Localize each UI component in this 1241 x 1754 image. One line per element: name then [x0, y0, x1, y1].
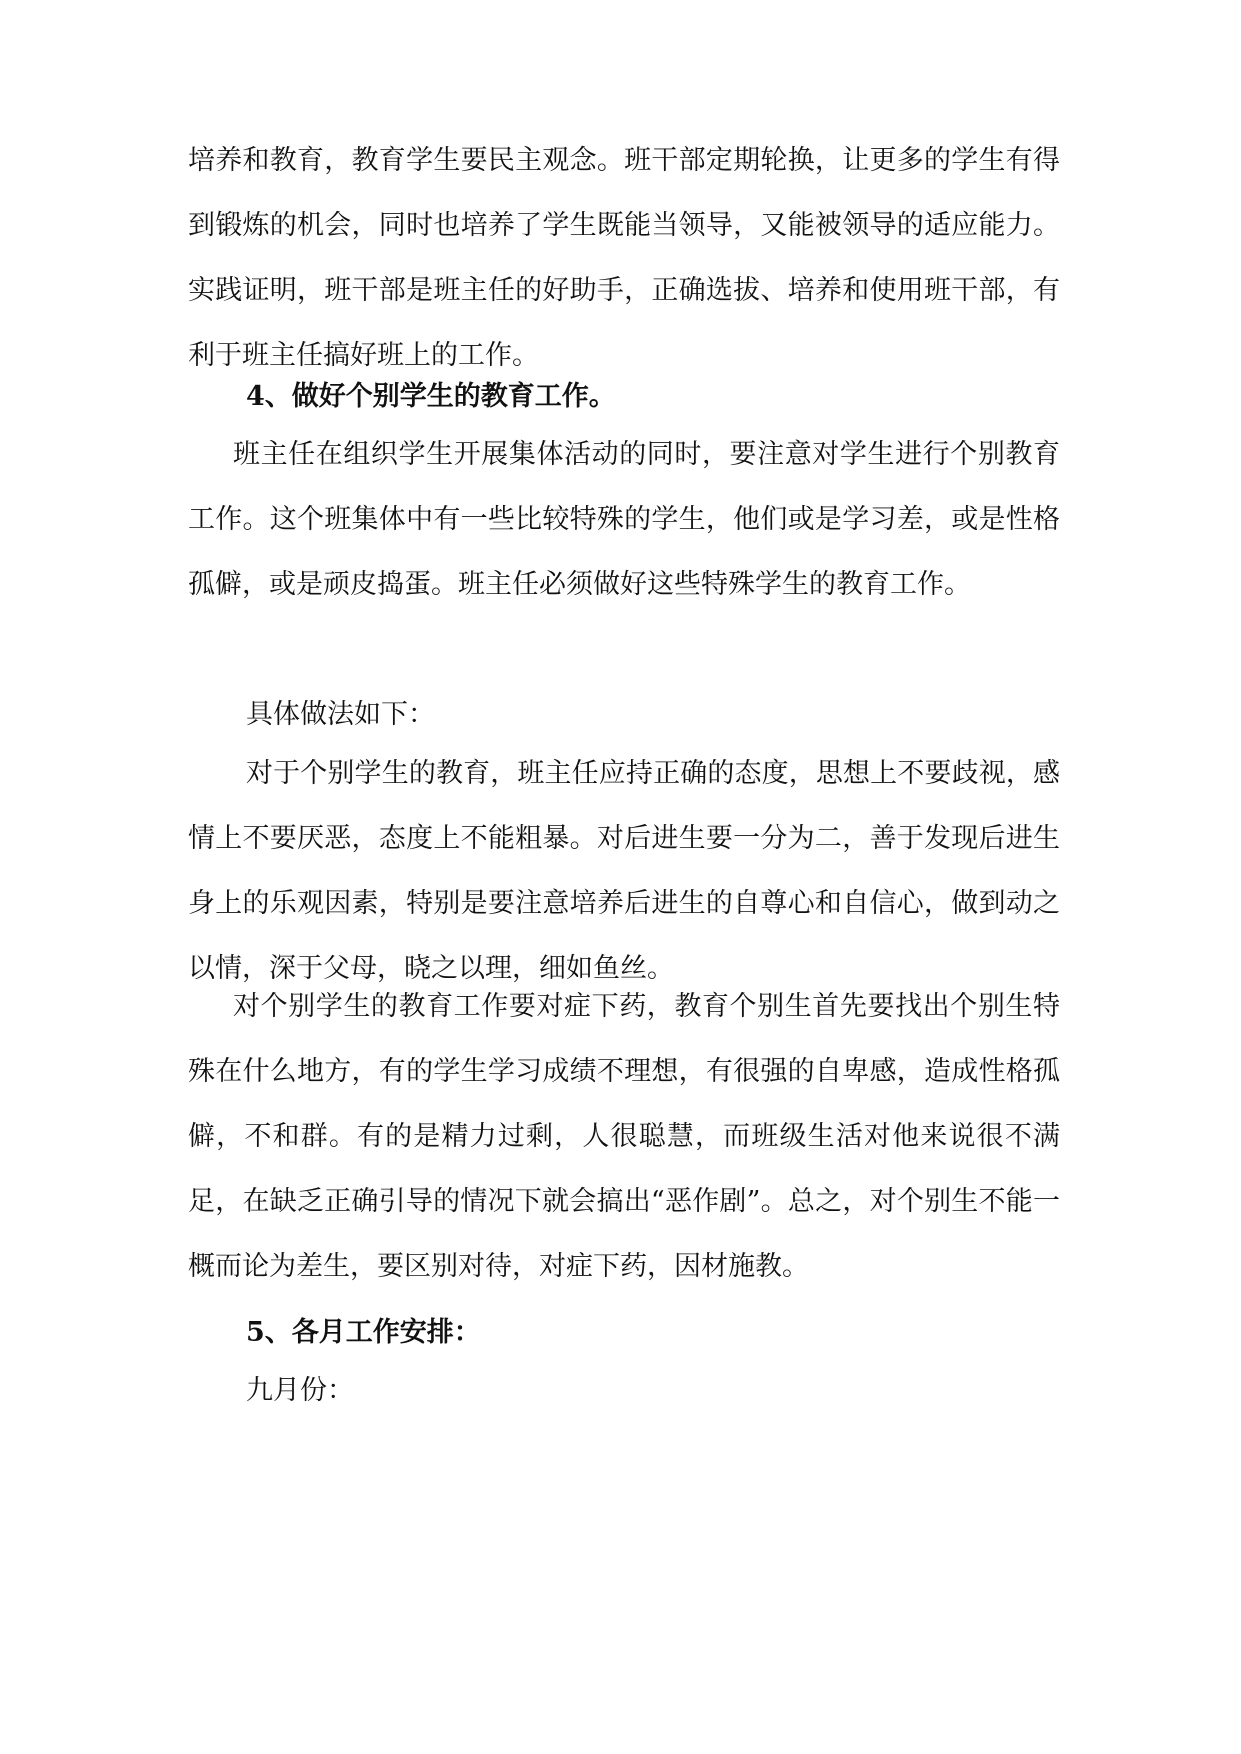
- paragraph-attitude: 对于个别学生的教育，班主任应持正确的态度，思想上不要歧视，感情上不要厌恶，态度上不能粗暴。对后进生要一分为二，善于发现后进生身上的乐观因素，特别是要注意培养后进生的自尊心和自信心，做到动之以情，深于父母，晓之以理，细如鱼丝。: [188, 758, 1060, 984]
- paragraph-targeted-education: 对个别学生的教育工作要对症下药，教育个别生首先要找出个别生特殊在什么地方，有的学生学习成绩不理想，有很强的自卑感，造成性格孤僻，不和群。有的是精力过剩，人很聪慧，而班级生活对他来说很不满足，在缺乏正确引导的情况下就会搞出“恶作剧”。总之，对个别生不能一概而论为差生，要区别对待，对症下药，因材施教。: [188, 991, 1060, 1282]
- heading-monthly-plan: 5、各月工作安排：: [246, 1317, 481, 1348]
- paragraph-september: 九月份：: [246, 1375, 354, 1406]
- paragraph-methods-intro: 具体做法如下：: [246, 699, 435, 730]
- heading-individual-education: 4、做好个别学生的教育工作。: [246, 381, 616, 412]
- paragraph-class-cadre: 培养和教育，教育学生要民主观念。班干部定期轮换，让更多的学生有得到锻炼的机会，同时也培养了学生既能当领导，又能被领导的适应能力。实践证明，班干部是班主任的好助手，正确选拔、培养和使用班干部，有利于班主任搞好班上的工作。: [188, 145, 1060, 371]
- paragraph-individual-education: 班主任在组织学生开展集体活动的同时，要注意对学生进行个别教育工作。这个班集体中有一些比较特殊的学生，他们或是学习差，或是性格孤僻，或是顽皮捣蛋。班主任必须做好这些特殊学生的教育工作。: [188, 439, 1060, 600]
